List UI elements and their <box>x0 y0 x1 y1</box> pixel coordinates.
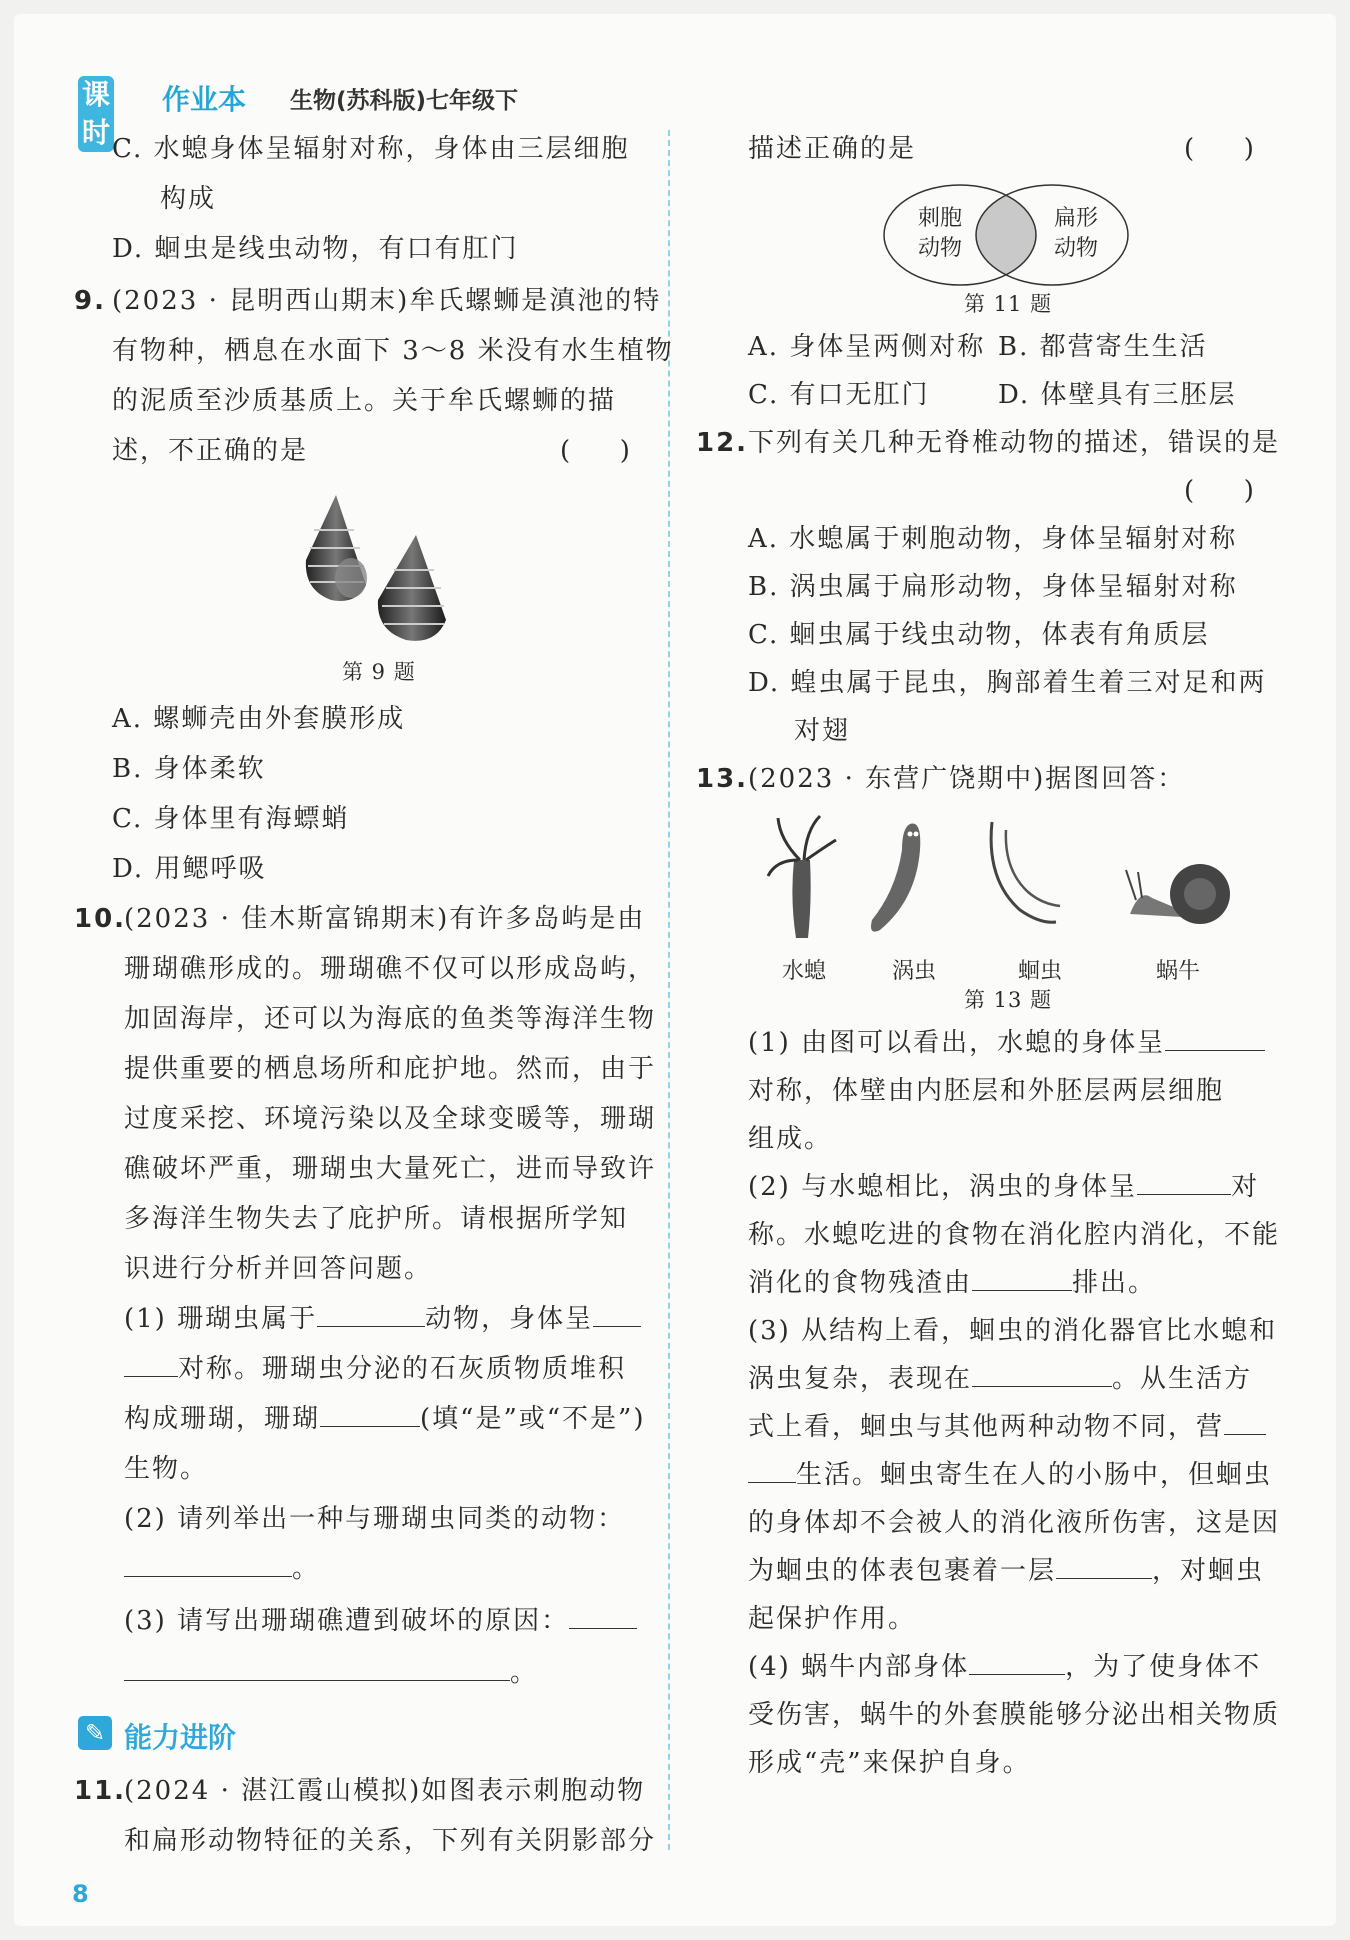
q10-part1-line2 <box>124 1352 626 1386</box>
q13-p2-line1 <box>748 1170 1259 1204</box>
venn-left-label-2: 动物 <box>917 236 962 261</box>
q10-part1-line3 <box>124 1402 645 1436</box>
q13-p1-line3: 组成。 <box>748 1124 833 1154</box>
q11-number: 11. <box>74 1776 127 1806</box>
q13-p4-line1 <box>748 1650 1261 1684</box>
label-roundworm: 蛔虫 <box>1018 959 1063 984</box>
q9-option-b: B. 身体柔软 <box>112 754 266 784</box>
q13-number: 13. <box>696 764 749 794</box>
snail-shells-image <box>296 490 456 650</box>
q10-line3: 加固海岸，还可以为海底的鱼类等海洋生物 <box>124 1004 657 1034</box>
q13-p4-text-b: ，为了使身体不 <box>1065 1652 1262 1682</box>
q13-p3-line6 <box>748 1554 1264 1588</box>
q13-p3-line4 <box>748 1458 1272 1492</box>
q13-p1-line1 <box>748 1026 1265 1060</box>
q13-p3-line7: 起保护作用。 <box>748 1604 917 1634</box>
q10-p1-text-b: 动物，身体呈 <box>425 1304 594 1334</box>
q13-p4-line3: 形成“壳”来保护自身。 <box>748 1748 1031 1778</box>
q10-line1: (2023 · 佳木斯富锦期末)有许多岛屿是由 <box>124 904 646 934</box>
q13-p3-text-e: 生活。蛔虫寄生在人的小肠中，但蛔虫 <box>796 1460 1273 1490</box>
brand-title: 作业本 <box>162 83 247 116</box>
q13-p2-text-d: 消化的食物残渣由 <box>748 1268 973 1298</box>
q13-p3-text-h: ，对蛔虫 <box>1152 1556 1265 1586</box>
logo: 课时 <box>78 76 114 152</box>
animals-figure <box>760 810 1240 950</box>
q13-p4-text-a: (4) 蜗牛内部身体 <box>748 1652 970 1682</box>
q10-line8: 识进行分析并回答问题。 <box>124 1254 433 1284</box>
label-hydra: 水螅 <box>782 959 827 984</box>
page-number: 8 <box>72 1880 89 1908</box>
q10-p1-text-d: 构成珊瑚，珊瑚 <box>124 1404 321 1434</box>
q11-option-d: D. 体壁具有三胚层 <box>998 380 1237 410</box>
q10-part3-answer <box>124 1656 538 1690</box>
q10-p3-end: 。 <box>510 1658 539 1688</box>
q10-blank-5a[interactable] <box>569 1604 637 1629</box>
q12-number: 12. <box>696 428 749 458</box>
q12-option-c: C. 蛔虫属于线虫动物，体表有角质层 <box>748 620 1210 650</box>
venn-right-label-1: 扁形 <box>1053 206 1098 231</box>
q10-number: 10. <box>74 904 127 934</box>
q13-blank-3[interactable] <box>972 1266 1072 1291</box>
q10-blank-4[interactable] <box>124 1552 292 1577</box>
q13-p3-line2 <box>748 1362 1252 1396</box>
q10-part1-line4: 生物。 <box>124 1454 209 1484</box>
q11-caption: 第 11 题 <box>964 292 1053 316</box>
q9-caption: 第 9 题 <box>342 660 416 684</box>
q9-answer-paren: ( ) <box>560 436 630 466</box>
q13-blank-2[interactable] <box>1137 1170 1231 1195</box>
q10-p1-text-e: (填“是”或“不是”) <box>420 1404 646 1434</box>
q9-number: 9. <box>74 286 106 316</box>
q10-blank-5b[interactable] <box>124 1656 510 1681</box>
q10-part2-answer <box>124 1552 320 1586</box>
q11-answer-paren: ( ) <box>1184 134 1254 164</box>
q10-line2: 珊瑚礁形成的。珊瑚礁不仅可以形成岛屿， <box>124 954 657 984</box>
q9-option-d: D. 用鳃呼吸 <box>112 854 267 884</box>
q13-p3-text-g: 为蛔虫的体表包裹着一层 <box>748 1556 1057 1586</box>
column-divider <box>668 130 670 1850</box>
q13-p3-text-b: 涡虫复杂，表现在 <box>748 1364 973 1394</box>
q12-answer-paren: ( ) <box>1184 476 1254 506</box>
q12-option-b: B. 涡虫属于扁形动物，身体呈辐射对称 <box>748 572 1238 602</box>
q8-option-c-line1: C. 水螅身体呈辐射对称，身体由三层细胞 <box>112 134 630 164</box>
venn-left-label <box>912 204 968 264</box>
q13-p1-line2: 对称，体壁由内胚层和外胚层两层细胞 <box>748 1076 1225 1106</box>
q13-p2-line2: 称。水螅吃进的食物在消化腔内消化，不能 <box>748 1220 1281 1250</box>
q10-blank-2b[interactable] <box>124 1352 178 1377</box>
q13-p2-text-a: (2) 与水螅相比，涡虫的身体呈 <box>748 1172 1138 1202</box>
q10-blank-3[interactable] <box>320 1402 420 1427</box>
q13-blank-5b[interactable] <box>748 1458 796 1483</box>
q10-blank-1[interactable] <box>317 1302 425 1327</box>
subject-title: 生物(苏科版)七年级下 <box>290 88 519 114</box>
roundworm-drawing <box>991 822 1060 922</box>
venn-right-label-2: 动物 <box>1053 236 1098 261</box>
q13-blank-6[interactable] <box>1056 1554 1152 1579</box>
q13-p3-text-d: 式上看，蛔虫与其他两种动物不同，营 <box>748 1412 1225 1442</box>
q10-p1-text-a: (1) 珊瑚虫属于 <box>124 1304 318 1334</box>
q9-line4: 述，不正确的是 <box>112 436 309 466</box>
section-title: 能力进阶 <box>124 1721 237 1754</box>
q13-p3-line3 <box>748 1410 1266 1444</box>
q13-p3-line5: 的身体却不会被人的消化液所伤害，这是因 <box>748 1508 1281 1538</box>
q8-option-d: D. 蛔虫是线虫动物，有口有肛门 <box>112 234 519 264</box>
q11-option-c: C. 有口无肛门 <box>748 380 930 410</box>
q13-p3-text-c: 。从生活方 <box>1112 1364 1253 1394</box>
label-snail: 蜗牛 <box>1156 959 1201 984</box>
q11-line2: 和扁形动物特征的关系，下列有关阴影部分 <box>124 1826 657 1856</box>
q11-line3: 描述正确的是 <box>748 134 917 164</box>
q13-blank-1[interactable] <box>1165 1026 1265 1051</box>
q12-option-d-line1: D. 蝗虫属于昆虫，胸部着生着三对足和两 <box>748 668 1267 698</box>
q13-p3-line1: (3) 从结构上看，蛔虫的消化器官比水螅和 <box>748 1316 1278 1346</box>
q10-p3-text: (3) 请写出珊瑚礁遭到破坏的原因： <box>124 1606 570 1636</box>
pencil-icon: ✎ <box>78 1716 112 1750</box>
q11-line1: (2024 · 湛江霞山模拟)如图表示刺胞动物 <box>124 1776 646 1806</box>
q9-line1: (2023 · 昆明西山期末)牟氏螺蛳是滇池的特 <box>112 286 662 316</box>
q10-line6: 礁破坏严重，珊瑚虫大量死亡，进而导致许 <box>124 1154 657 1184</box>
q9-line2: 有物种，栖息在水面下 3～8 米没有水生植物 <box>112 336 674 366</box>
q13-p2-text-e: 排出。 <box>1072 1268 1157 1298</box>
q9-line3: 的泥质至沙质基质上。关于牟氏螺蛳的描 <box>112 386 617 416</box>
q8-option-c-line2: 构成 <box>160 184 217 214</box>
q13-p2-text-b: 对 <box>1231 1172 1260 1202</box>
q11-option-b: B. 都营寄生生活 <box>998 332 1208 362</box>
q13-stem: (2023 · 东营广饶期中)据图回答： <box>748 764 1186 794</box>
venn-right-label <box>1048 204 1104 264</box>
q13-blank-4[interactable] <box>972 1362 1112 1387</box>
q13-blank-7[interactable] <box>969 1650 1065 1675</box>
q12-stem: 下列有关几种无脊椎动物的描述，错误的是 <box>748 428 1281 458</box>
q12-option-a: A. 水螅属于刺胞动物，身体呈辐射对称 <box>748 524 1238 554</box>
q13-caption: 第 13 题 <box>964 988 1053 1012</box>
q10-blank-2a[interactable] <box>593 1302 641 1327</box>
label-planarian: 涡虫 <box>892 959 937 984</box>
q10-part1-line1 <box>124 1302 641 1336</box>
q13-p1-text-a: (1) 由图可以看出，水螅的身体呈 <box>748 1028 1166 1058</box>
venn-left-label-1: 刺胞 <box>917 206 962 231</box>
q10-p1-text-c: 对称。珊瑚虫分泌的石灰质物质堆积 <box>178 1354 627 1384</box>
q11-option-a: A. 身体呈两侧对称 <box>748 332 986 362</box>
hydra-drawing <box>768 816 836 938</box>
q10-line5: 过度采挖、环境污染以及全球变暖等，珊瑚 <box>124 1104 657 1134</box>
q10-line7: 多海洋生物失去了庇护所。请根据所学知 <box>124 1204 629 1234</box>
q9-option-a: A. 螺蛳壳由外套膜形成 <box>112 704 406 734</box>
q9-option-c: C. 身体里有海螵蛸 <box>112 804 350 834</box>
q13-blank-5a[interactable] <box>1224 1410 1266 1435</box>
q10-part3 <box>124 1604 637 1638</box>
q10-p2-end: 。 <box>292 1554 321 1584</box>
q13-p2-line3 <box>748 1266 1156 1300</box>
q10-part2: (2) 请列举出一种与珊瑚虫同类的动物： <box>124 1504 626 1534</box>
snail-drawing <box>1126 864 1230 924</box>
q13-p4-line2: 受伤害，蜗牛的外套膜能够分泌出相关物质 <box>748 1700 1281 1730</box>
q10-line4: 提供重要的栖息场所和庇护地。然而，由于 <box>124 1054 657 1084</box>
q12-option-d-line2: 对翅 <box>794 716 851 746</box>
planarian-drawing <box>871 824 920 932</box>
